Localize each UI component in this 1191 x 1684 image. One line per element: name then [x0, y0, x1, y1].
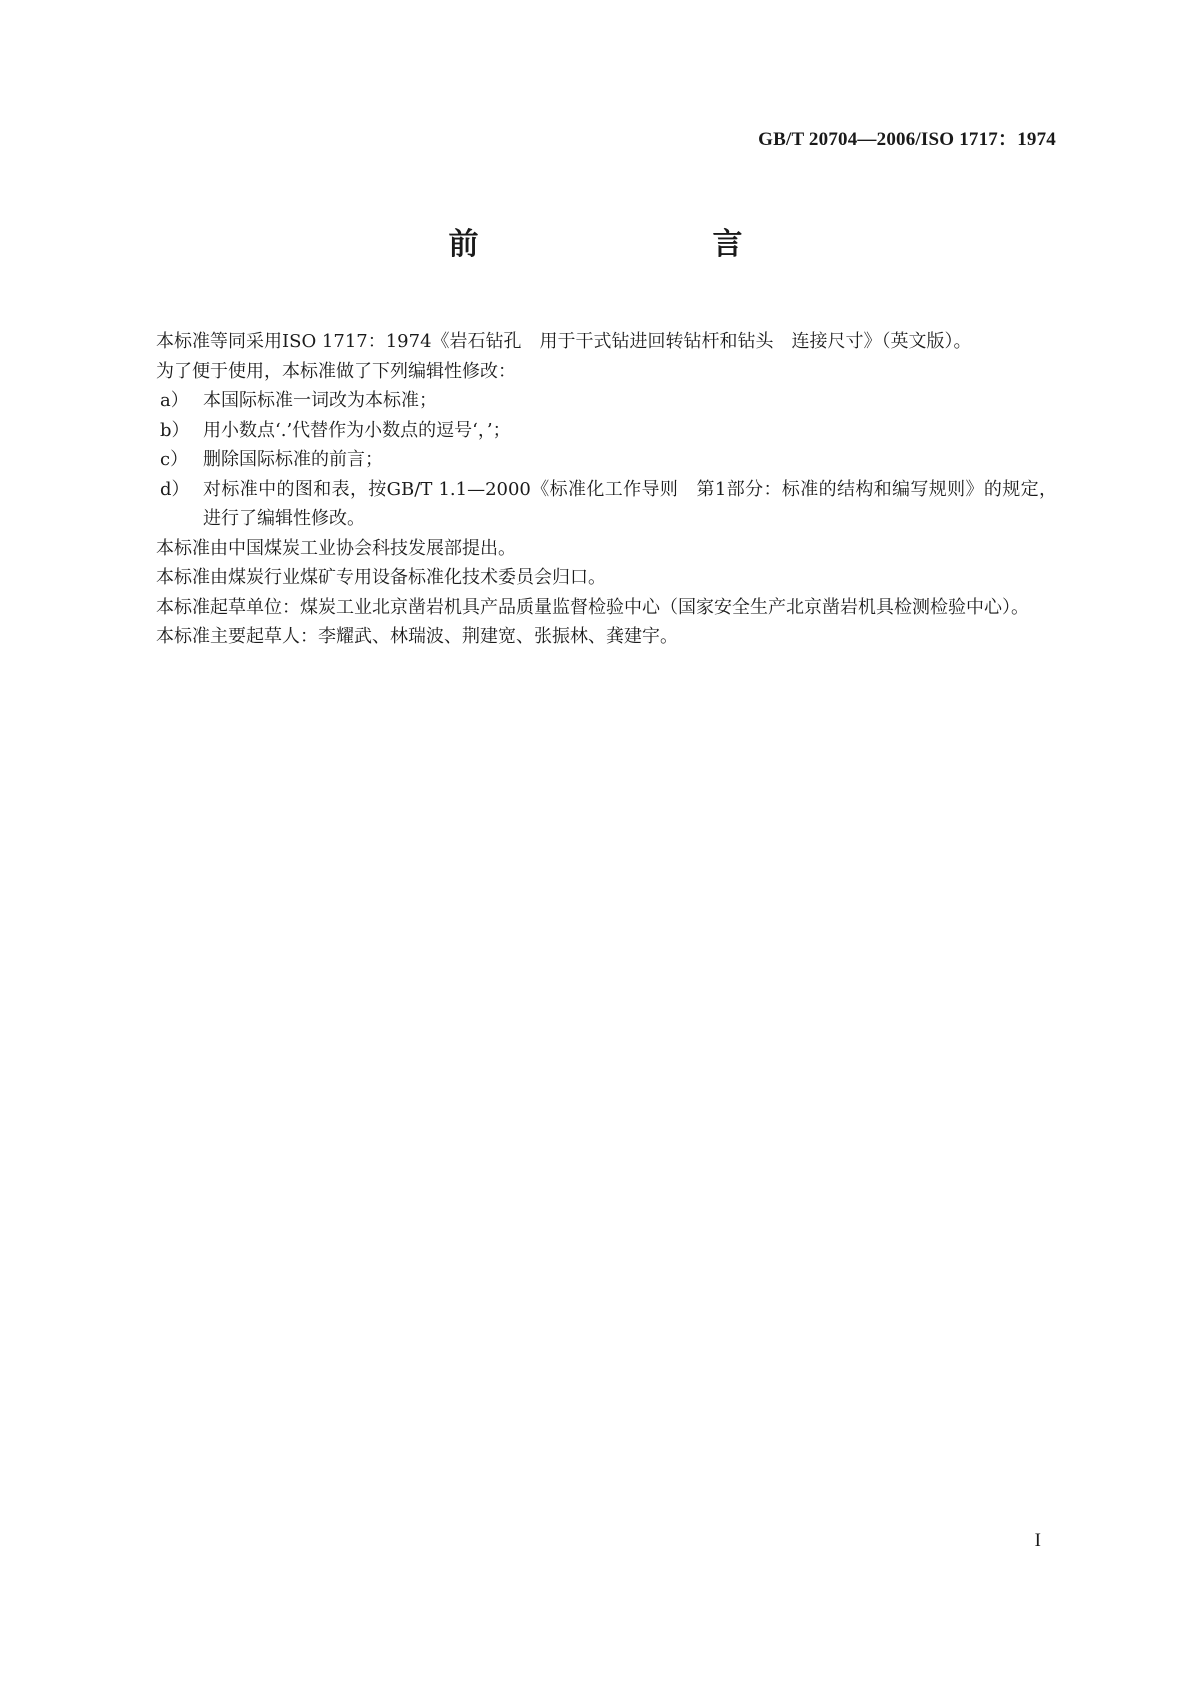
list-item-text: 删除国际标准的前言；: [203, 449, 383, 470]
list-item-text: 对标准中的图和表，按GB/T 1.1—2000《标准化工作导则 第1部分：标准的结构和编写规则》的规定，进行了编辑性修改。: [203, 478, 1057, 529]
list-item-d: [120, 475, 1057, 534]
paragraph-adoption: 本标准等同采用ISO 1717：1974《岩石钻孔 用于干式钻进回转钻杆和钻头 连接尺寸》（英文版）。: [156, 331, 972, 352]
page-title: 前 言: [448, 227, 801, 262]
list-item-text: 用小数点‘.’代替作为小数点的逗号‘，’；: [203, 419, 511, 441]
paragraph-drafting-unit: 本标准起草单位：煤炭工业北京凿岩机具产品质量监督检验中心（国家安全生产北京凿岩机具检测检验中心）。: [156, 596, 1029, 618]
standard-code-header: GB/T 20704—2006/ISO 1717：1974: [758, 129, 1056, 150]
paragraph-centralized: 本标准由煤炭行业煤矿专用设备标准化技术委员会归口。: [156, 567, 606, 588]
list-marker: a）: [160, 390, 189, 411]
list-item-b: [120, 416, 1057, 446]
list-marker: b）: [160, 419, 190, 441]
list-marker: c）: [160, 449, 189, 470]
document-body: [120, 327, 1057, 652]
list-item-c: [120, 445, 1057, 475]
paragraph-edits-intro: 为了便于使用，本标准做了下列编辑性修改：: [156, 360, 516, 382]
list-item-text: 本国际标准一词改为本标准；: [203, 390, 437, 411]
paragraph-drafters: 本标准主要起草人：李耀武、林瑞波、荆建宽、张振林、龚建宇。: [156, 626, 678, 647]
page-number: I: [1034, 1530, 1041, 1551]
list-marker: d）: [160, 478, 190, 500]
paragraph-proposer: 本标准由中国煤炭工业协会科技发展部提出。: [156, 537, 516, 559]
list-item-a: [120, 386, 1057, 416]
